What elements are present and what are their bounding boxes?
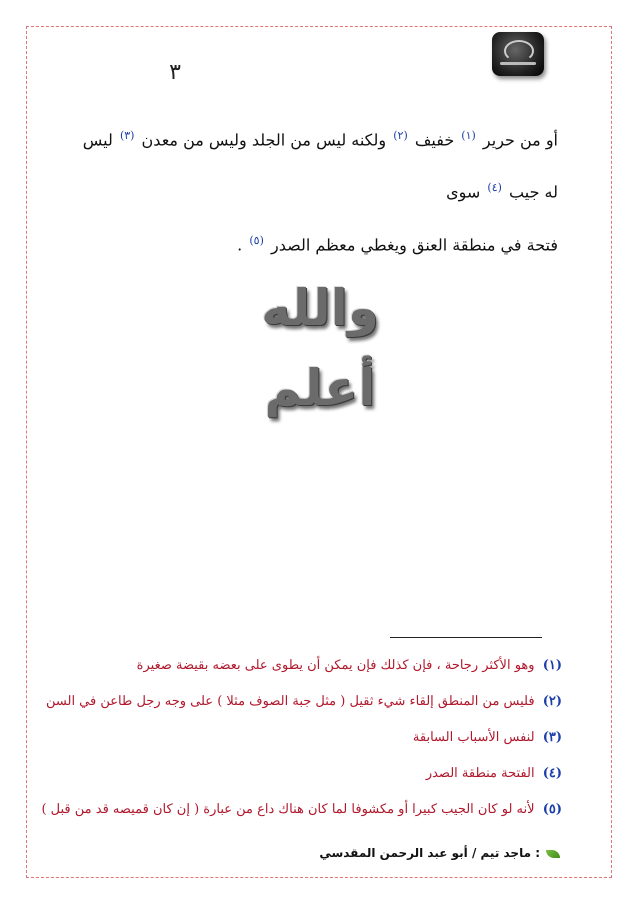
- body-text-segment: ليس له جيب: [82, 130, 558, 202]
- body-line-1: [80, 112, 558, 217]
- body-text-segment: فتحة في منطقة العنق ويغطي معظم الصدر: [270, 234, 558, 254]
- footnote-number: (٤): [542, 766, 562, 781]
- footnote-item: [100, 724, 562, 760]
- closing-calligraphy: والله أعلم: [261, 279, 379, 417]
- leaf-icon: [546, 850, 560, 858]
- footnote-number: (٥): [542, 802, 562, 817]
- footnote-item: [100, 760, 562, 796]
- body-text-segment: ولكنه ليس من الجلد وليس من معدن: [141, 130, 387, 150]
- footnote-number: (٣): [542, 730, 562, 745]
- footnote-ref-3[interactable]: (٣): [119, 129, 135, 142]
- footnote-text: لأنه لو كان الجيب كبيرا أو مكشوفا لما كان هناك داع من عبارة ( إن كان قميصه قد من قبل ): [41, 802, 535, 817]
- body-text-segment: خفيف: [414, 130, 455, 150]
- footnote-text: فليس من المنطق إلقاء شيء ثقيل ( مثل جبة الصوف مثلا ) على وجه رجل طاعن في السن: [45, 694, 535, 709]
- footnote-item: [100, 652, 562, 688]
- footnote-item: [41, 796, 562, 832]
- body-paragraph: [80, 112, 558, 269]
- footnote-divider: [390, 637, 542, 638]
- body-text-segment: أو من حرير: [482, 130, 558, 150]
- page-number: ٣: [169, 60, 181, 85]
- footnote-ref-2[interactable]: (٢): [393, 129, 408, 142]
- footnote-ref-5[interactable]: (٥): [249, 233, 264, 247]
- author-name: : ماجد تيم / أبو عبد الرحمن المقدسي: [319, 846, 540, 860]
- body-text-segment: .: [237, 234, 243, 254]
- footnote-ref-1[interactable]: (١): [461, 129, 476, 142]
- footnote-text: وهو الأكثر رجاحة ، فإن كذلك فإن يمكن أن يطوى على بعضه بقيضة صغيرة: [136, 658, 535, 673]
- body-text-segment: سوى: [446, 182, 481, 202]
- footnote-item: [45, 688, 562, 724]
- footnote-ref-4[interactable]: (٤): [487, 181, 502, 195]
- author-signature: [319, 846, 560, 860]
- footnote-number: (٢): [542, 694, 562, 709]
- footnote-number: (١): [542, 658, 562, 673]
- footnote-text: الفتحة منطقة الصدر: [425, 766, 535, 781]
- body-line-2: [80, 217, 558, 269]
- logo-icon: [492, 32, 544, 76]
- footnotes-list: [41, 652, 562, 832]
- footnote-text: لنفس الأسباب السابقة: [412, 730, 535, 745]
